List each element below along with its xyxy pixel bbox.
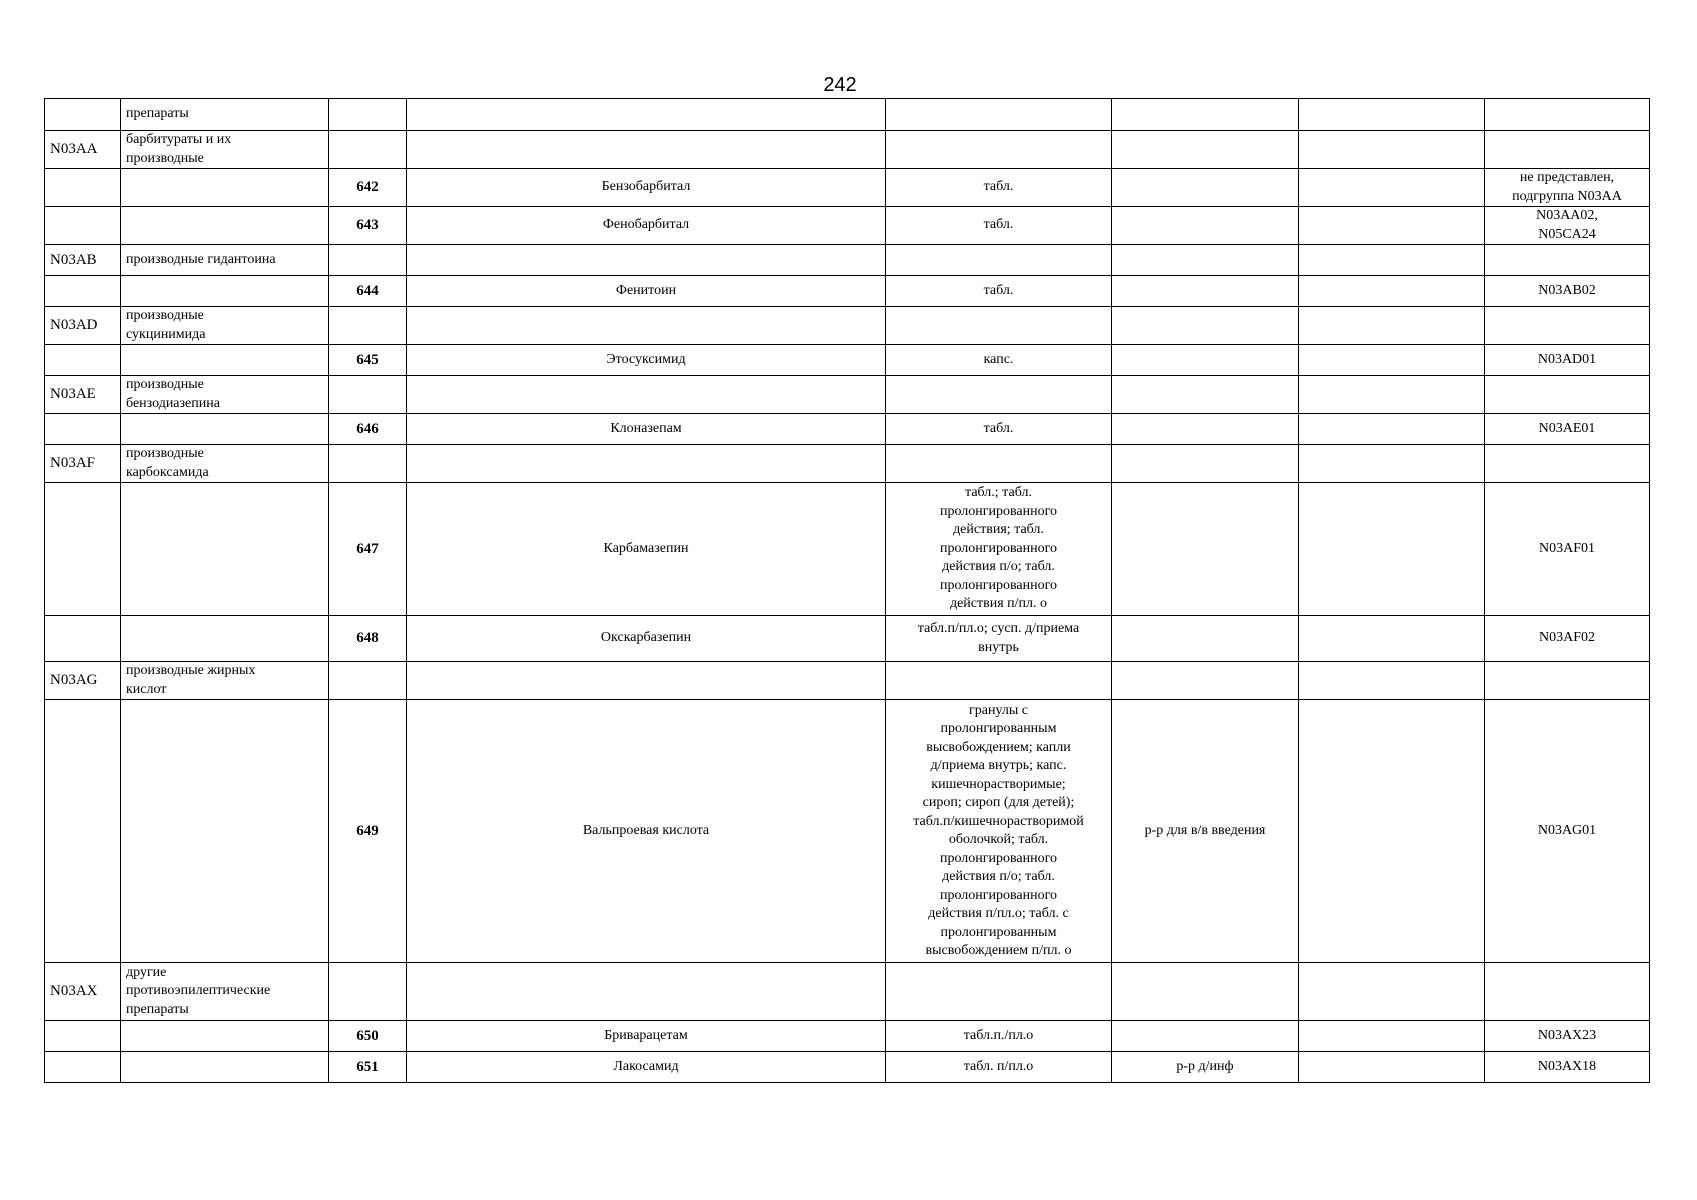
injection-forms: р-р д/инф: [1112, 1052, 1299, 1083]
dosage-forms: [886, 963, 1112, 1021]
item-number: 646: [329, 414, 407, 445]
atc-code: N03AA02, N05CA24: [1485, 207, 1650, 245]
atc-code: N03AB02: [1485, 276, 1650, 307]
dosage-forms: [886, 131, 1112, 169]
item-number: 651: [329, 1052, 407, 1083]
injection-forms: [1112, 662, 1299, 700]
extra-column: [1299, 131, 1485, 169]
category-code: N03AX: [45, 963, 121, 1021]
item-number: [329, 963, 407, 1021]
drug-name: [407, 307, 886, 345]
injection-forms: [1112, 376, 1299, 414]
injection-forms: [1112, 483, 1299, 616]
drug-name: Бензобарбитал: [407, 169, 886, 207]
category-code: N03AE: [45, 376, 121, 414]
dosage-forms: табл.п./пл.о: [886, 1021, 1112, 1052]
item-number: [329, 131, 407, 169]
extra-column: [1299, 345, 1485, 376]
dosage-forms: табл.п/пл.о; сусп. д/приема внутрь: [886, 616, 1112, 662]
table-row: [45, 662, 1650, 700]
page-number: 242: [823, 74, 857, 96]
atc-code: [1485, 131, 1650, 169]
item-number: [329, 376, 407, 414]
atc-code: N03AX18: [1485, 1052, 1650, 1083]
drug-name: Этосуксимид: [407, 345, 886, 376]
drug-name: [407, 963, 886, 1021]
injection-forms: [1112, 345, 1299, 376]
injection-forms: [1112, 1021, 1299, 1052]
category-code: [45, 483, 121, 616]
extra-column: [1299, 276, 1485, 307]
drug-name: Карбамазепин: [407, 483, 886, 616]
atc-code: [1485, 376, 1650, 414]
category-name: производные бензодиазепина: [121, 376, 329, 414]
table-row: [45, 963, 1650, 1021]
dosage-forms: [886, 376, 1112, 414]
table-row: [45, 414, 1650, 445]
category-code: N03AB: [45, 245, 121, 276]
table-row: [45, 376, 1650, 414]
injection-forms: [1112, 207, 1299, 245]
injection-forms: [1112, 445, 1299, 483]
extra-column: [1299, 169, 1485, 207]
category-name: производные гидантоина: [121, 245, 329, 276]
category-name: [121, 700, 329, 963]
dosage-forms: табл.: [886, 169, 1112, 207]
dosage-forms: гранулы с пролонгированным высвобождением; капли д/приема внутрь; капс. кишечнорастворимые; сироп; сироп (для детей); табл.п/кишечнорастворимой оболочкой; табл. пролонгированного действия п/о; табл. пролонгированного действия п/пл.о; табл. с пролонгированным высвобождением п/пл. о: [886, 700, 1112, 963]
category-name: барбитураты и их производные: [121, 131, 329, 169]
injection-forms: [1112, 307, 1299, 345]
drug-name: [407, 662, 886, 700]
atc-code: [1485, 963, 1650, 1021]
category-name: [121, 616, 329, 662]
drug-name: Окскарбазепин: [407, 616, 886, 662]
injection-forms: [1112, 276, 1299, 307]
category-code: [45, 169, 121, 207]
item-number: [329, 245, 407, 276]
injection-forms: [1112, 169, 1299, 207]
drug-name: [407, 245, 886, 276]
atc-code: N03AG01: [1485, 700, 1650, 963]
table-row: [45, 616, 1650, 662]
category-name: [121, 345, 329, 376]
category-code: N03AD: [45, 307, 121, 345]
category-code: [45, 414, 121, 445]
category-code: [45, 99, 121, 131]
atc-code: [1485, 99, 1650, 131]
injection-forms: [1112, 245, 1299, 276]
drug-name: [407, 131, 886, 169]
atc-code: [1485, 662, 1650, 700]
category-name: [121, 1021, 329, 1052]
dosage-forms: [886, 662, 1112, 700]
atc-code: не представлен, подгруппа N03AA: [1485, 169, 1650, 207]
table-row: [45, 483, 1650, 616]
table-row: [45, 245, 1650, 276]
category-name: производные карбоксамида: [121, 445, 329, 483]
injection-forms: [1112, 131, 1299, 169]
category-code: [45, 700, 121, 963]
item-number: 644: [329, 276, 407, 307]
category-code: [45, 276, 121, 307]
extra-column: [1299, 616, 1485, 662]
extra-column: [1299, 963, 1485, 1021]
table-row: [45, 131, 1650, 169]
atc-code: N03AD01: [1485, 345, 1650, 376]
drug-name: [407, 99, 886, 131]
drug-name: Бриварацетам: [407, 1021, 886, 1052]
dosage-forms: табл.: [886, 414, 1112, 445]
atc-code: N03AX23: [1485, 1021, 1650, 1052]
category-code: [45, 1021, 121, 1052]
drug-name: Лакосамид: [407, 1052, 886, 1083]
dosage-forms: капс.: [886, 345, 1112, 376]
table-body: [45, 99, 1650, 1083]
category-code: N03AA: [45, 131, 121, 169]
drug-name: [407, 376, 886, 414]
atc-code: N03AF02: [1485, 616, 1650, 662]
dosage-forms: [886, 445, 1112, 483]
atc-code: [1485, 445, 1650, 483]
item-number: 649: [329, 700, 407, 963]
category-name: производные жирных кислот: [121, 662, 329, 700]
table-row: [45, 700, 1650, 963]
extra-column: [1299, 445, 1485, 483]
extra-column: [1299, 700, 1485, 963]
table-row: [45, 307, 1650, 345]
item-number: [329, 99, 407, 131]
drug-name: Вальпроевая кислота: [407, 700, 886, 963]
table-row: [45, 207, 1650, 245]
extra-column: [1299, 414, 1485, 445]
extra-column: [1299, 307, 1485, 345]
category-code: [45, 616, 121, 662]
item-number: 642: [329, 169, 407, 207]
extra-column: [1299, 1021, 1485, 1052]
drug-table: [44, 98, 1650, 1083]
injection-forms: р-р для в/в введения: [1112, 700, 1299, 963]
injection-forms: [1112, 963, 1299, 1021]
category-code: [45, 345, 121, 376]
category-code: [45, 1052, 121, 1083]
item-number: 647: [329, 483, 407, 616]
extra-column: [1299, 99, 1485, 131]
category-name: [121, 276, 329, 307]
extra-column: [1299, 245, 1485, 276]
category-name: другие противоэпилептические препараты: [121, 963, 329, 1021]
category-code: N03AF: [45, 445, 121, 483]
atc-code: N03AF01: [1485, 483, 1650, 616]
category-name: производные сукцинимида: [121, 307, 329, 345]
extra-column: [1299, 1052, 1485, 1083]
item-number: 648: [329, 616, 407, 662]
category-code: [45, 207, 121, 245]
dosage-forms: табл.: [886, 276, 1112, 307]
table-row: [45, 1052, 1650, 1083]
item-number: 645: [329, 345, 407, 376]
drug-name: Фенобарбитал: [407, 207, 886, 245]
category-name: [121, 207, 329, 245]
item-number: 650: [329, 1021, 407, 1052]
drug-name: Клоназепам: [407, 414, 886, 445]
injection-forms: [1112, 414, 1299, 445]
category-code: N03AG: [45, 662, 121, 700]
extra-column: [1299, 662, 1485, 700]
injection-forms: [1112, 616, 1299, 662]
table-row: [45, 99, 1650, 131]
dosage-forms: табл. п/пл.о: [886, 1052, 1112, 1083]
item-number: [329, 662, 407, 700]
drug-name: Фенитоин: [407, 276, 886, 307]
item-number: [329, 307, 407, 345]
category-name: препараты: [121, 99, 329, 131]
dosage-forms: [886, 307, 1112, 345]
category-name: [121, 414, 329, 445]
dosage-forms: [886, 245, 1112, 276]
item-number: 643: [329, 207, 407, 245]
category-name: [121, 1052, 329, 1083]
table-row: [45, 169, 1650, 207]
atc-code: [1485, 245, 1650, 276]
table-row: [45, 1021, 1650, 1052]
category-name: [121, 169, 329, 207]
extra-column: [1299, 207, 1485, 245]
table-row: [45, 445, 1650, 483]
table-row: [45, 276, 1650, 307]
extra-column: [1299, 483, 1485, 616]
drug-name: [407, 445, 886, 483]
dosage-forms: [886, 99, 1112, 131]
atc-code: N03AE01: [1485, 414, 1650, 445]
atc-code: [1485, 307, 1650, 345]
dosage-forms: табл.; табл. пролонгированного действия; табл. пролонгированного действия п/о; табл. пролонгированного действия п/пл. о: [886, 483, 1112, 616]
extra-column: [1299, 376, 1485, 414]
item-number: [329, 445, 407, 483]
table-row: [45, 345, 1650, 376]
injection-forms: [1112, 99, 1299, 131]
dosage-forms: табл.: [886, 207, 1112, 245]
category-name: [121, 483, 329, 616]
